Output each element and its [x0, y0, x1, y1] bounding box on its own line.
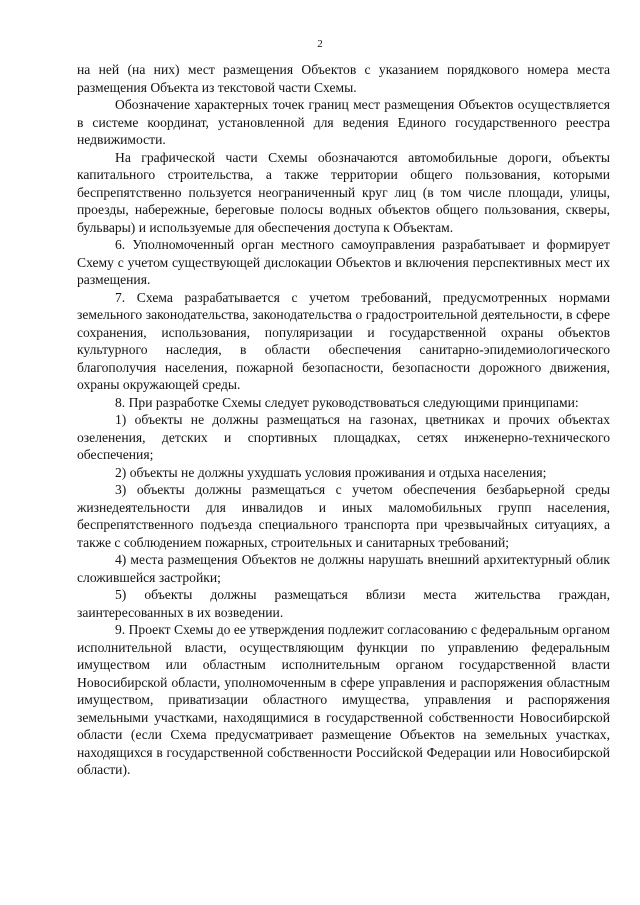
paragraph-principle-3: 3) объекты должны размещаться с учетом обеспечения безбарьерной среды жизнедеятельности для инвалидов и иных маломобильных групп населения, беспрепятственного подъезда специального транспорта при чрезвычайных ситуациях, а также с соблюдением пожарных, строительных и санитарных требований; [77, 482, 610, 550]
paragraph-item-7: 7. Схема разрабатывается с учетом требований, предусмотренных нормами земельного законодательства, законодательства о градостроительной деятельности, в сфере сохранения, использования, популяризации и государственной охраны объектов культурного наследия, в области обеспечения санитарно-эпидемиологического благополучия населения, пожарной безопасности, безопасности дорожного движения, охраны окружающей среды. [77, 289, 610, 392]
paragraph-principle-5: 5) объекты должны размещаться вблизи места жительства граждан, заинтересованных в их возведении. [77, 587, 610, 620]
page-number: 2 [317, 38, 323, 50]
paragraph-item-9: 9. Проект Схемы до ее утверждения подлежит согласованию с федеральным органом исполнительной власти, осуществляющим функции по управлению федеральным имуществом или областным исполнительным органом государственной власти Новосибирской области, уполномоченным в сфере управления и распоряжения областным имуществом, приватизации областного имущества, управления и распоряжения земельными участками, находящимися в государственной собственности Новосибирской области (если Схема предусматривает размещение Объектов на земельных участках, находящихся в государственной собственности Российской Федерации или Новосибирской области). [77, 622, 610, 777]
paragraph-principle-4: 4) места размещения Объектов не должны нарушать внешний архитектурный облик сложившейся застройки; [77, 552, 610, 585]
paragraph-principle-1: 1) объекты не должны размещаться на газонах, цветниках и прочих объектах озеленения, детских и спортивных площадках, сетях инженерно-технического обеспечения; [77, 412, 610, 462]
paragraph-coordinates: Обозначение характерных точек границ мест размещения Объектов осуществляется в системе координат, установленной для ведения Единого государственного реестра недвижимости. [77, 97, 610, 147]
paragraph-continuation: на ней (на них) мест размещения Объектов с указанием порядкового номера места размещения Объекта из текстовой части Схемы. [77, 62, 610, 95]
paragraph-item-8: 8. При разработке Схемы следует руководствоваться следующими принципами: [115, 394, 579, 410]
paragraph-graphic-part: На графической части Схемы обозначаются автомобильные дороги, объекты капитального строительства, а также территории общего пользования, которыми беспрепятственно пользуется неограниченный круг лиц (в том числе площади, улицы, проезды, набережные, береговые полосы водных объектов общего пользования, скверы, бульвары) и используемые для обеспечения доступа к Объектам. [77, 149, 610, 235]
document-body [77, 61, 610, 779]
paragraph-item-6: 6. Уполномоченный орган местного самоуправления разрабатывает и формирует Схему с учетом существующей дислокации Объектов и включения перспективных мест их размещения. [77, 237, 610, 287]
paragraph-principle-2: 2) объекты не должны ухудшать условия проживания и отдыха населения; [115, 464, 547, 480]
